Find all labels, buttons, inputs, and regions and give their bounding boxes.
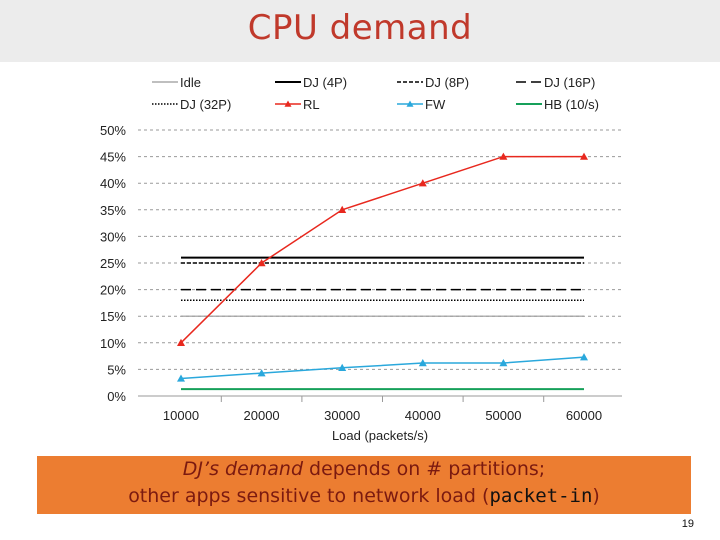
y-tick-label: 25% [99, 256, 126, 271]
callout-box [37, 456, 691, 514]
y-tick-label: 10% [99, 335, 126, 351]
y-tick-label: 40% [99, 176, 126, 192]
y-tick-label: 50% [99, 123, 126, 138]
y-tick-label: 5% [107, 362, 126, 378]
y-tick-label: 15% [99, 309, 126, 325]
page-number: 19 [681, 518, 694, 530]
callout-line-2 [37, 483, 691, 510]
x-tick-label: 40000 [404, 408, 441, 423]
x-tick-label: 20000 [243, 408, 280, 423]
callout-line-2-suffix: ) [592, 485, 600, 507]
callout-line-1-text: depends on # partitions; [303, 458, 546, 480]
legend-label: FW [425, 97, 446, 112]
callout-line-1 [37, 456, 691, 483]
legend-label: DJ (32P) [180, 97, 232, 112]
series-line-fw [181, 357, 584, 378]
legend-label: Idle [180, 75, 201, 90]
series-line-rl [181, 157, 584, 343]
callout-emphasis: DJ’s demand [182, 458, 304, 480]
y-tick-label: 45% [99, 149, 126, 165]
x-tick-label: 60000 [565, 408, 603, 423]
legend-label: DJ (16P) [544, 75, 596, 90]
legend-label: DJ (8P) [425, 75, 470, 90]
y-tick-label: 20% [99, 282, 126, 298]
callout-line-2-prefix: other apps sensitive to network load ( [128, 485, 490, 507]
x-tick-label: 50000 [485, 408, 522, 423]
y-tick-label: 35% [99, 202, 126, 218]
y-tick-label: 30% [99, 229, 126, 245]
slide-title: CPU demand [247, 8, 473, 48]
y-tick-label: 0% [107, 389, 126, 404]
x-axis-label: Load (packets/s) [331, 428, 429, 443]
x-tick-label: 30000 [324, 408, 361, 423]
legend-label: RL [303, 97, 320, 112]
legend-label: HB (10/s) [544, 97, 599, 112]
callout-code-packet-in: packet-in [489, 485, 593, 507]
x-tick-label: 10000 [162, 408, 200, 423]
legend-label: DJ (4P) [303, 75, 348, 90]
